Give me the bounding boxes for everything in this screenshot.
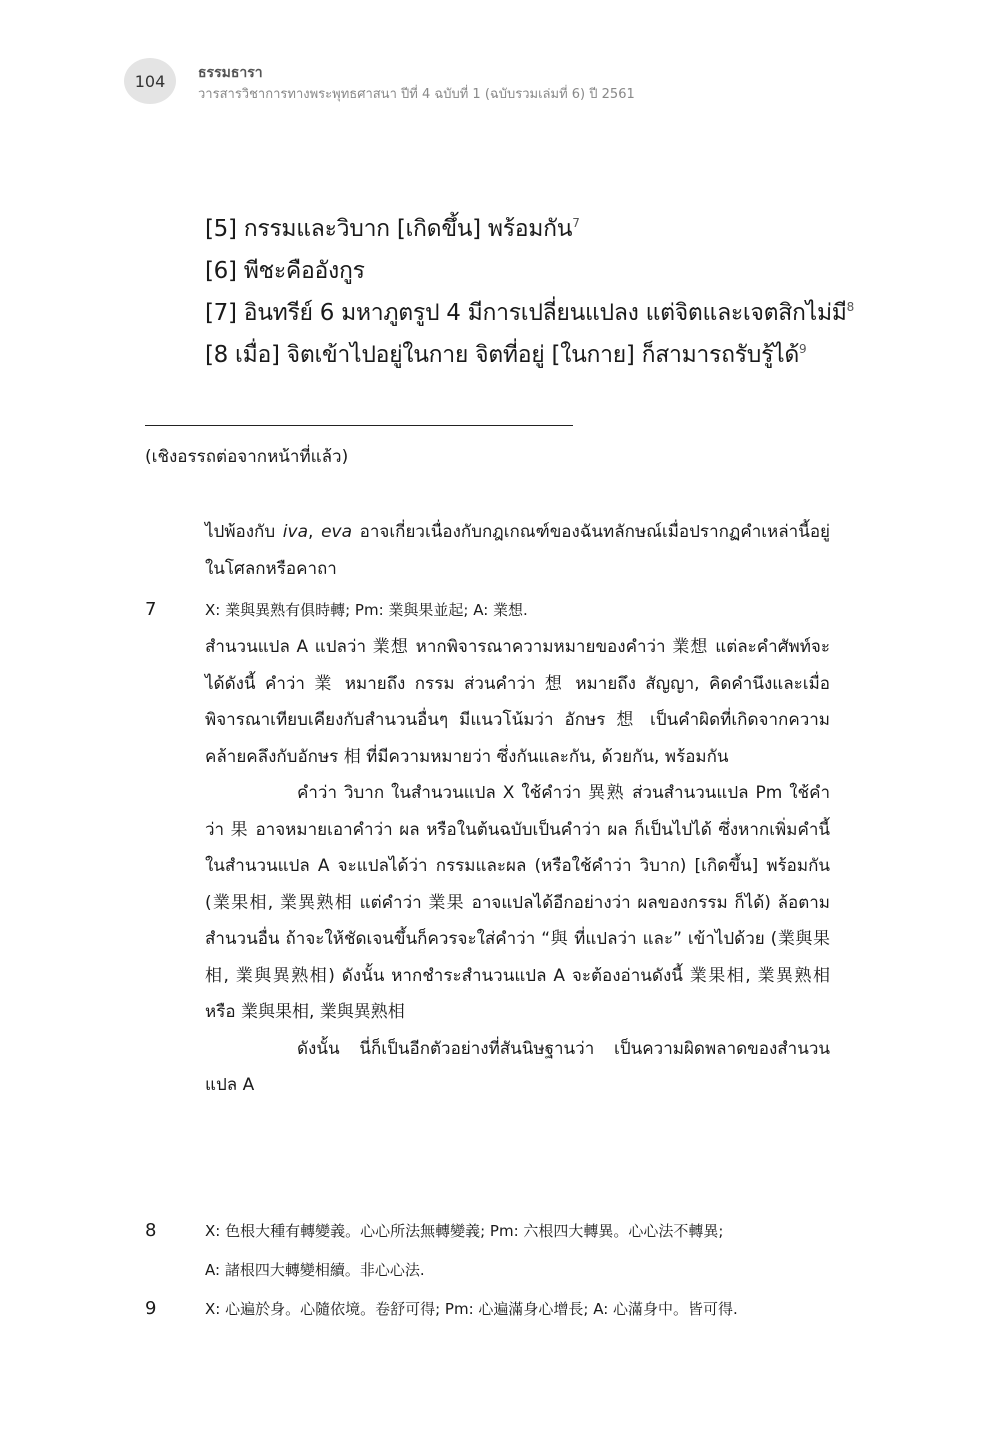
verse-text: [5] กรรมและวิบาก [เกิดขึ้น] พร้อมกัน [205, 216, 573, 242]
footnote-7-para-2: คำว่า วิบาก ในสำนวนแปล X ใช้คำว่า 異熟 ส่วนสำนวนแปล Pm ใช้คำว่า 果 อาจหมายเอาคำว่า ผล หรือในต้นฉบับเป็นคำว่า ผล ก็เป็นไปได้ ซึ่งหากเพิ่มคำนี้ในสำนวนแปล A จะแปลได้ว่า กรรมและผล (หรือใช้คำว่า วิบาก) [เกิดขึ้น] พร้อมกัน (業果相, 業異熟相 แต่คำว่า 業果 อาจแปลได้อีกอย่างว่า ผลของกรรม ก็ได้) ล้อตามสำนวนอื่น ถ้าจะให้ชัดเจนขึ้นก็ควรจะใส่คำว่า “與 ที่แปลว่า และ” เข้าไปด้วย (業與果相, 業與異熟相) ดังนั้น หากชำระสำนวนแปล A จะต้องอ่านดังนี้ 業果相, 業異熟相 หรือ 業與果相, 業與異熟相 [205, 783, 830, 1022]
footnote-divider [145, 425, 573, 426]
journal-name: ธรรมธารา [198, 65, 263, 81]
footnote-number-7: 7 [145, 599, 157, 620]
footnote-9-line-1: X: 心遍於身。心隨依境。卷舒可得; Pm: 心遍滿身心增長; A: 心滿身中。皆可得. [205, 1300, 738, 1318]
journal-subtitle: วารสารวิชาการทางพระพุทธศาสนา ปีที่ 4 ฉบับที่ 1 (ฉบับรวมเล่มที่ 6) ปี 2561 [198, 87, 635, 102]
verse-7 [205, 292, 865, 334]
footnote-ref-7[interactable]: 7 [572, 216, 580, 230]
footnote-ref-9[interactable]: 9 [799, 342, 807, 356]
page-number-badge [124, 58, 176, 104]
verse-5 [205, 208, 865, 250]
verse-8 [205, 334, 865, 376]
verse-text: [6] พีชะคืออังกูร [205, 258, 365, 284]
verse-text: [8 เมื่อ] จิตเข้าไปอยู่ในกาย จิตที่อยู่ [ในกาย] ก็สามารถรับรู้ได้ [205, 342, 800, 368]
footnote-7-citation: X: 業與異熟有俱時轉; Pm: 業與果並起; A: 業想. [205, 601, 528, 619]
footnote-8-line-2: A: 諸根四大轉變相續。非心心法. [205, 1261, 425, 1279]
page-number: 104 [134, 71, 166, 91]
footnote-continuation [205, 514, 830, 587]
continuation-paragraph: ไปพ้องกับ iva, eva อาจเกี่ยวเนื่องกับกฎเกณฑ์ของฉันทลักษณ์เมื่อปรากฏคำเหล่านี้อยู่ในโศลกหรือคาถา [205, 522, 831, 579]
continued-label: (เชิงอรรถต่อจากหน้าที่แล้ว) [145, 447, 349, 467]
term-eva: eva [321, 522, 352, 542]
footnote-number-8: 8 [145, 1220, 157, 1241]
footnote-7-para-1: สำนวนแปล A แปลว่า 業想 หากพิจารณาความหมายของคำว่า 業想 แต่ละคำศัพท์จะได้ดังนี้ คำว่า 業 หมายถึง กรรม ส่วนคำว่า 想 หมายถึง สัญญา, คิดคำนึงและเมื่อพิจารณาเทียบเคียงกับสำนวนอื่นๆ มีแนวโน้มว่า อักษร 想 เป็นคำผิดที่เกิดจากความคล้ายคลึงกับอักษร 相 ที่มีความหมายว่า ซึ่งกันและกัน, ด้วยกัน, พร้อมกัน [205, 637, 830, 767]
footnote-7-para-3: ดังนั้น นี่ก็เป็นอีกตัวอย่างที่สันนิษฐานว่า เป็นความผิดพลาดของสำนวนแปล A [205, 1038, 830, 1095]
footnote-ref-8[interactable]: 8 [846, 300, 855, 314]
term-iva: iva [282, 522, 308, 542]
verse-6 [205, 250, 865, 292]
footnote-7-body [205, 629, 830, 1104]
verse-list [205, 208, 865, 376]
footnote-8-line-1: X: 色根大種有轉變義。心心所法無轉變義; Pm: 六根四大轉異。心心法不轉異; [205, 1222, 724, 1240]
footnote-number-9: 9 [145, 1298, 157, 1319]
verse-text: [7] อินทรีย์ 6 มหาภูตรูป 4 มีการเปลี่ยนแปลง แต่จิตและเจตสิกไม่มี [205, 300, 847, 326]
